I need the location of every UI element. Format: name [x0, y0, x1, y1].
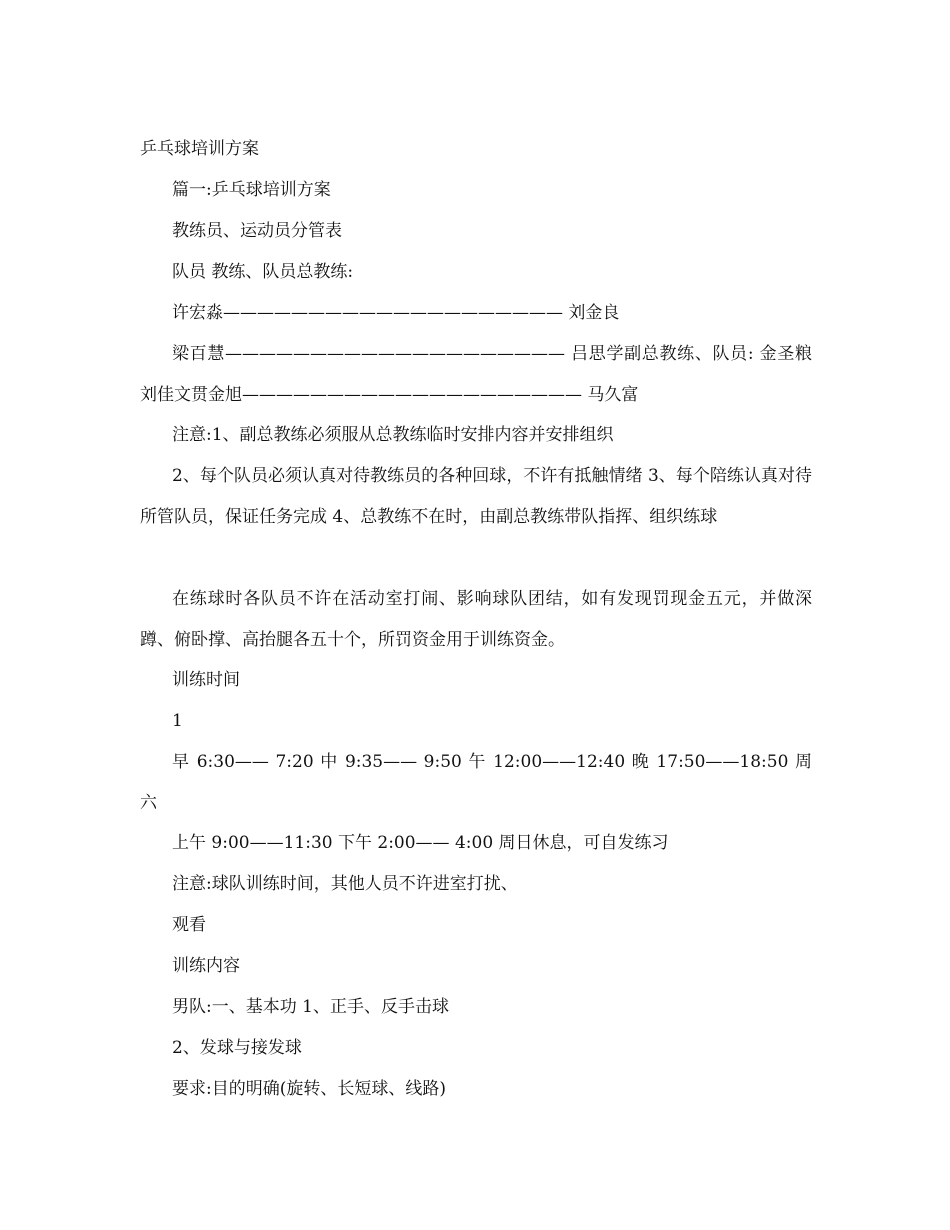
- paragraph-training-content-heading: 训练内容: [172, 956, 240, 976]
- paragraph-assignment-2: 梁百慧———————————————————— 吕思学副总教练、队员: 金圣粮 刘佳文贯金旭———————————————————— 马久富: [140, 344, 812, 405]
- document-title: 乒乓球培训方案: [140, 139, 259, 159]
- paragraph-table-caption: 教练员、运动员分管表: [172, 221, 342, 241]
- paragraph-serve: 2、发球与接发球: [172, 1038, 302, 1058]
- paragraph-requirements: 要求:目的明确(旋转、长短球、线路): [172, 1079, 446, 1099]
- paragraph-weekday-schedule: 早 6:30—— 7:20 中 9:35—— 9:50 午 12:00——12:40 晚 17:50——18:50 周六: [140, 752, 812, 813]
- paragraph-mens-basics: 男队:一、基本功 1、正手、反手击球: [172, 997, 449, 1017]
- paragraph-weekend-schedule: 上午 9:00——11:30 下午 2:00—— 4:00 周日休息，可自发练习: [172, 833, 669, 853]
- paragraph-section-heading: 篇一:乒乓球培训方案: [172, 180, 331, 200]
- paragraph-table-header: 队员 教练、队员总教练:: [172, 262, 354, 282]
- paragraph-rules: 2、每个队员必须认真对待教练员的各种回球，不许有抵触情绪 3、每个陪练认真对待所管队员，保证任务完成 4、总教练不在时，由副总教练带队指挥、组织练球: [140, 466, 812, 527]
- paragraph-training-time-heading: 训练时间: [172, 670, 240, 690]
- paragraph-assignment-1: 许宏淼———————————————————— 刘金良: [172, 303, 620, 323]
- paragraph-note-1: 注意:1、副总教练必须服从总教练临时安排内容并安排组织: [172, 425, 614, 445]
- paragraph-discipline: 在练球时各队员不许在活动室打闹、影响球队团结，如有发现罚现金五元，并做深蹲、俯卧撑、高抬腿各五十个，所罚资金用于训练资金。: [140, 589, 812, 650]
- paragraph-note-2-continued: 观看: [172, 915, 206, 935]
- paragraph-number: 1: [172, 711, 183, 731]
- paragraph-note-2: 注意:球队训练时间，其他人员不许进室打扰、: [172, 874, 518, 894]
